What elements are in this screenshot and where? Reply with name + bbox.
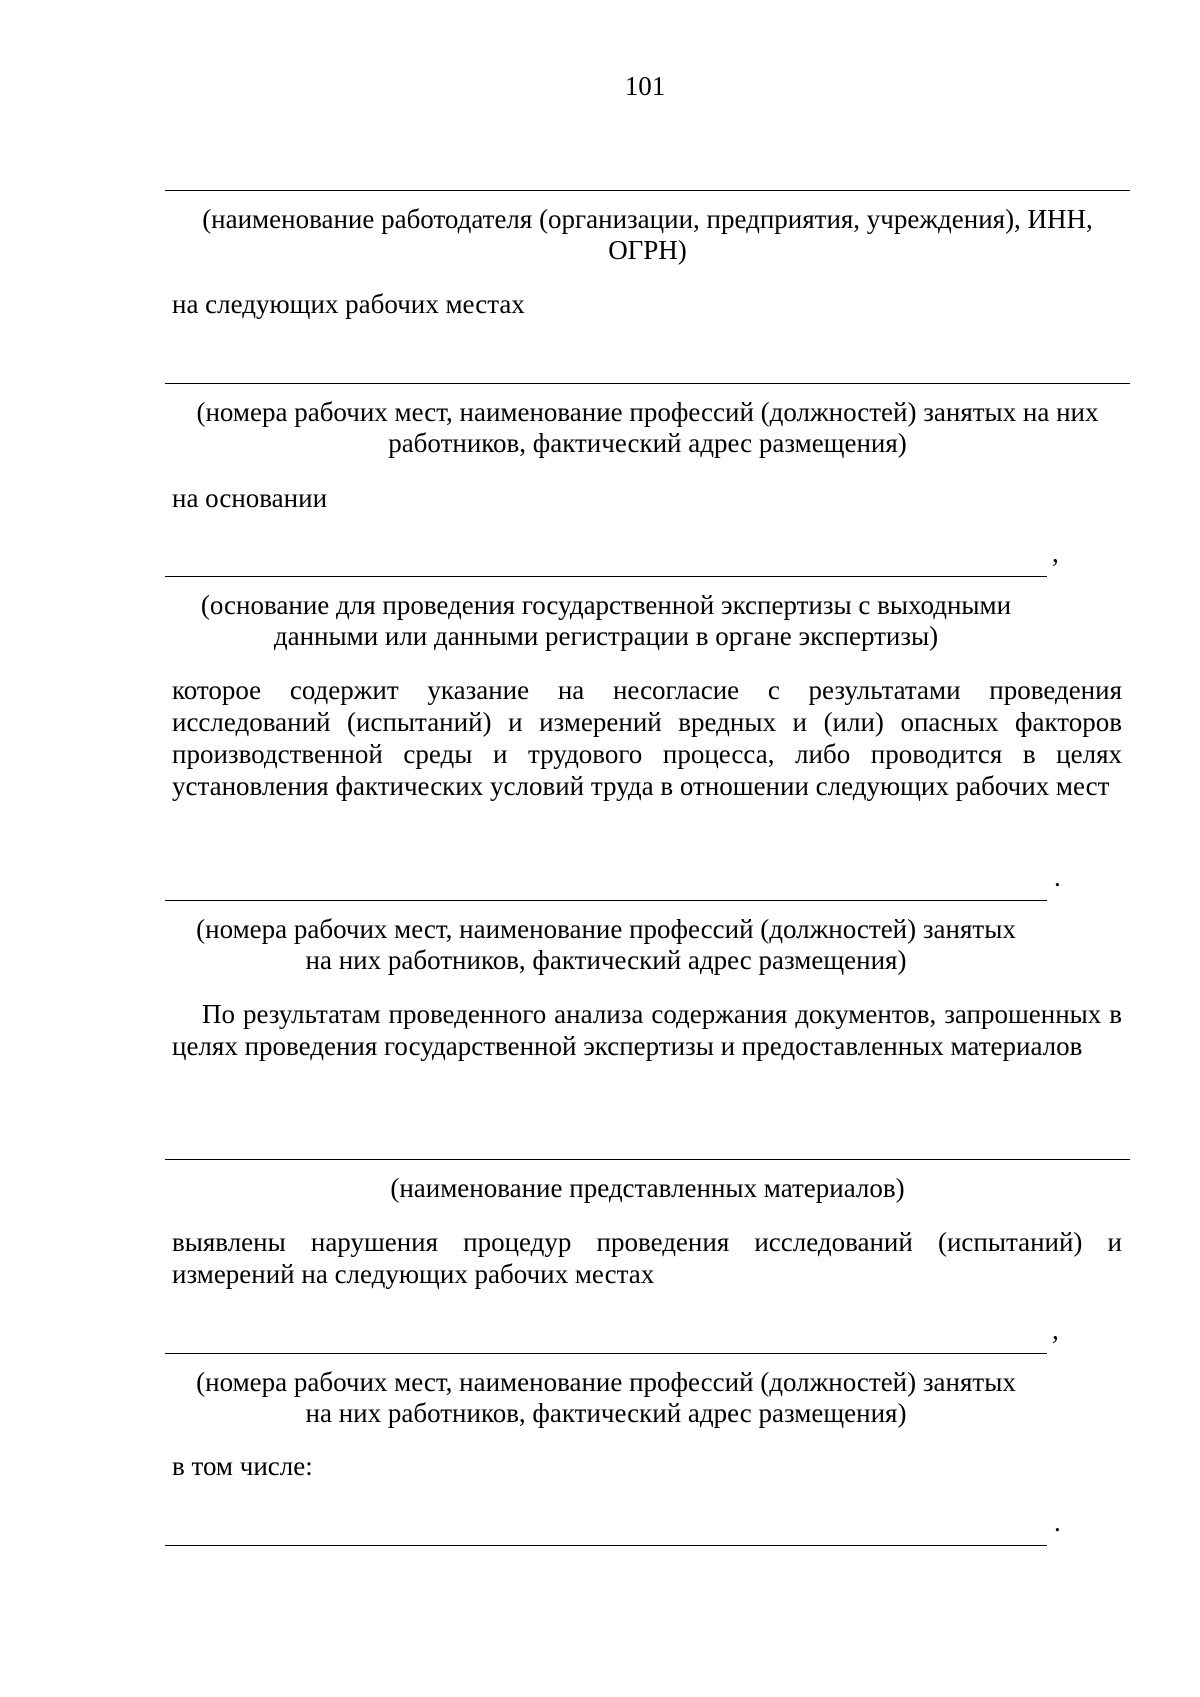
basis-comma: , <box>1052 538 1059 568</box>
basis-caption-line-2: данными или данными регистрации в органе экспертизы) <box>273 621 939 651</box>
disagreement-paragraph: которое содержит указание на несогласие с результатами проведения исследований (испытаний) и измерений вредных и (или) опасных факторов производственной среды и трудового процесса, либо проводится в целях установления фактических условий труда в отношении следующих рабочих мест <box>172 675 1122 801</box>
workplaces-fill-line <box>165 383 1130 384</box>
violations-workplaces-caption-line-2: на них работников, фактический адрес размещения) <box>305 1398 907 1428</box>
basis-fill-line <box>165 576 1047 577</box>
basis-caption-line-1: (основание для проведения государственной экспертизы с выходными <box>200 590 1012 620</box>
violations-workplaces-fill-line <box>165 1353 1047 1354</box>
workplaces-intro-text: на следующих рабочих местах <box>172 289 525 319</box>
materials-caption: (наименование представленных материалов) <box>390 1173 905 1203</box>
basis-intro-text: на основании <box>172 483 328 513</box>
violations-comma: , <box>1052 1315 1059 1345</box>
disagreement-workplaces-caption-line-1: (номера рабочих мест, наименование профессий (должностей) занятых <box>196 914 1016 944</box>
workplaces-caption: (номера рабочих мест, наименование профессий (должностей) занятых на них работников, фактический адрес размещения) <box>196 397 1099 458</box>
including-period: . <box>1054 1507 1061 1537</box>
including-fill-line <box>165 1545 1047 1546</box>
materials-fill-line <box>165 1159 1130 1160</box>
disagreement-workplaces-fill-line <box>165 900 1047 901</box>
disagreement-period: . <box>1054 862 1061 892</box>
violations-paragraph: выявлены нарушения процедур проведения исследований (испытаний) и измерений на следующих рабочих местах <box>172 1227 1122 1289</box>
employer-fill-line <box>165 190 1130 191</box>
including-text: в том числе: <box>172 1451 313 1481</box>
analysis-paragraph: По результатам проведенного анализа содержания документов, запрошенных в целях проведения государственной экспертизы и предоставленных материалов <box>172 999 1122 1061</box>
violations-workplaces-caption-line-1: (номера рабочих мест, наименование профессий (должностей) занятых <box>196 1367 1016 1397</box>
disagreement-workplaces-caption-line-2: на них работников, фактический адрес размещения) <box>305 945 907 975</box>
employer-caption: (наименование работодателя (организации, предприятия, учреждения), ИНН, ОГРН) <box>202 204 1093 265</box>
page-number: 101 <box>624 71 666 101</box>
